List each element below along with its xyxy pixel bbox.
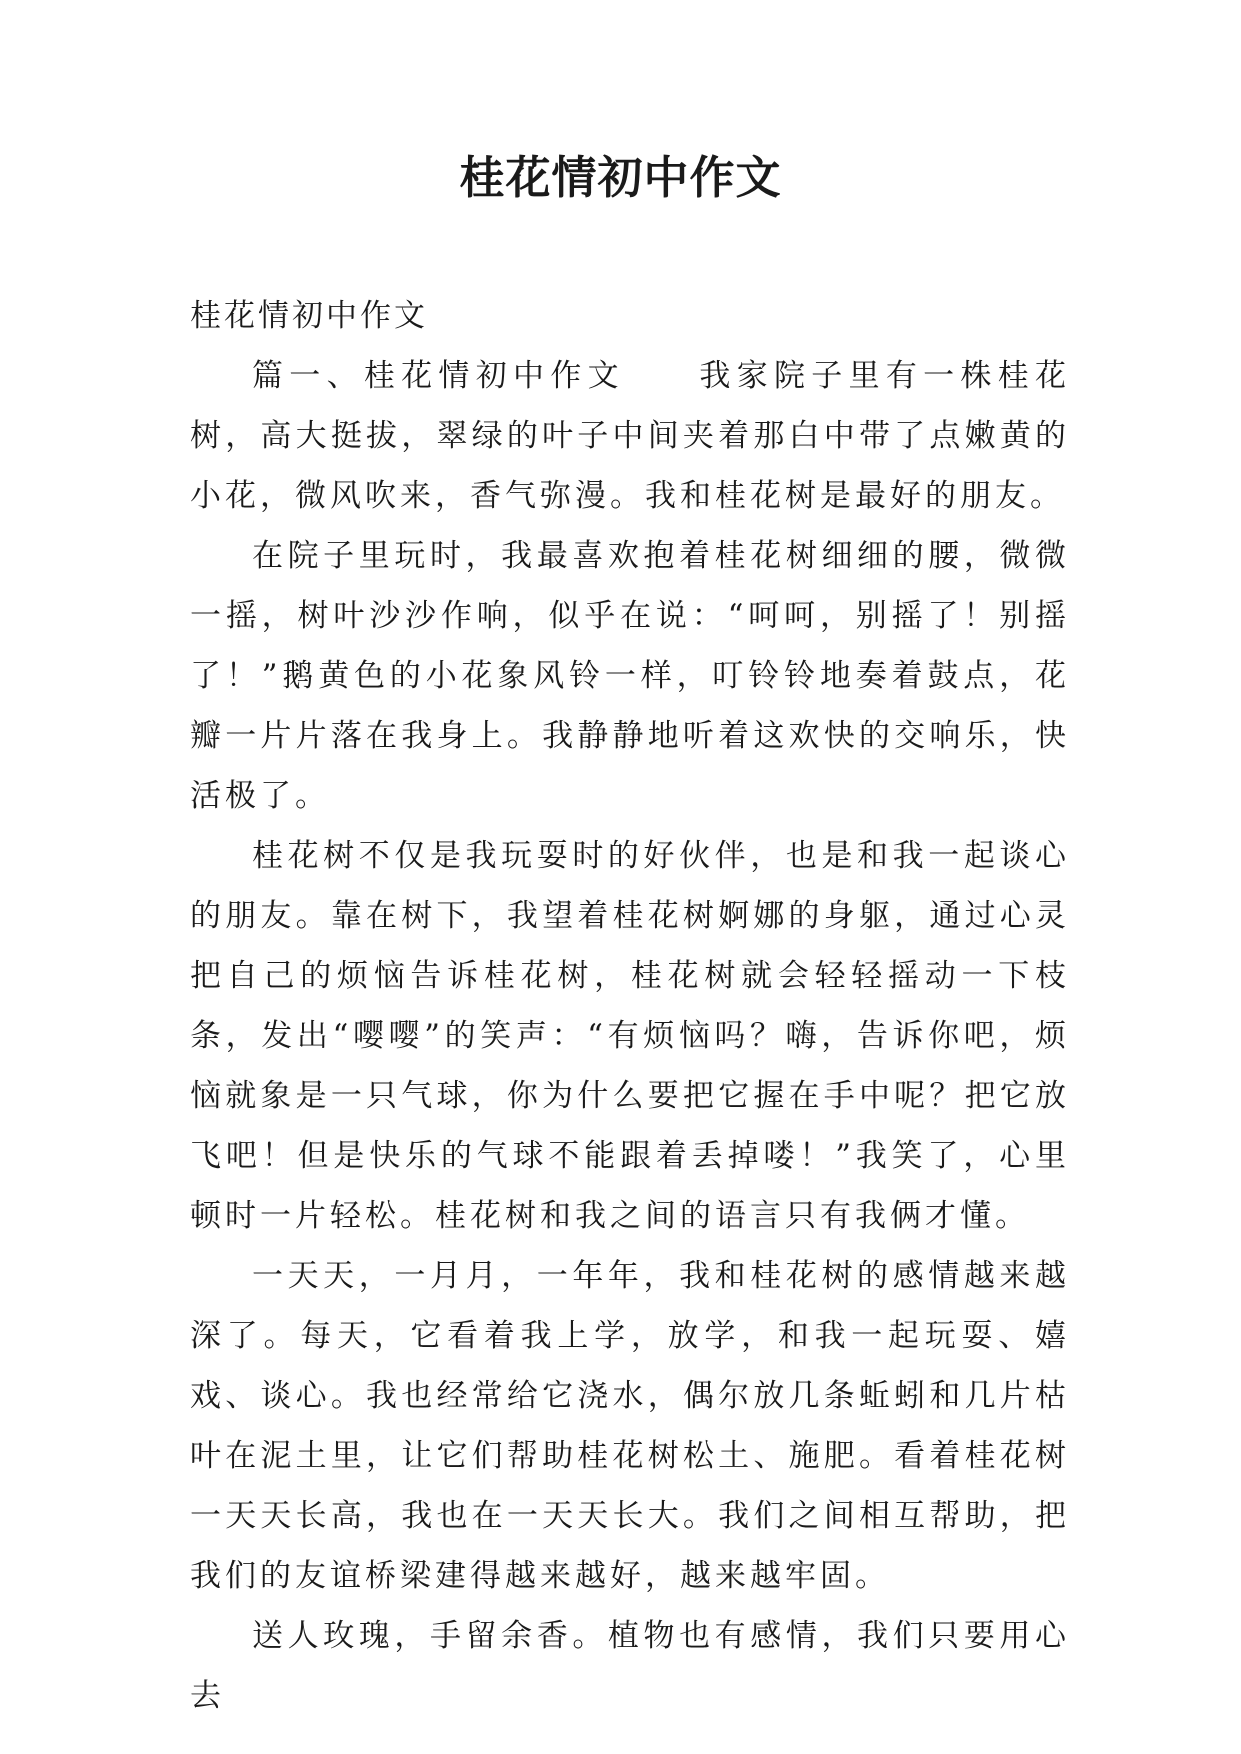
paragraph-4: 一天天，一月月，一年年，我和桂花树的感情越来越深了。每天，它看着我上学，放学，和我一起玩耍、嬉戏、谈心。我也经常给它浇水，偶尔放几条蚯蚓和几片枯叶在泥土里，让它们帮助桂花树松土、施肥。看着桂花树一天天长高，我也在一天天长大。我们之间相互帮助，把我们的友谊桥梁建得越来越好，越来越牢固。 — [190, 1258, 1070, 1594]
document-subtitle: 桂花情初中作文 — [190, 298, 428, 334]
paragraph-3: 桂花树不仅是我玩耍时的好伙伴，也是和我一起谈心的朋友。靠在树下，我望着桂花树婀娜的身躯，通过心灵把自己的烦恼告诉桂花树，桂花树就会轻轻摇动一下枝条，发出“嘤嘤”的笑声：“有烦恼吗？嗨，告诉你吧，烦恼就象是一只气球，你为什么要把它握在手中呢？把它放飞吧！但是快乐的气球不能跟着丢掉喽！”我笑了，心里顿时一片轻松。桂花树和我之间的语言只有我俩才懂。 — [190, 838, 1070, 1234]
document-title: 桂花情初中作文 — [459, 151, 782, 204]
paragraph-5: 送人玫瑰，手留余香。植物也有感情，我们只要用心去 — [190, 1618, 1070, 1714]
paragraph-2: 在院子里玩时，我最喜欢抱着桂花树细细的腰，微微一摇，树叶沙沙作响，似乎在说：“呵呵，别摇了！别摇了！”鹅黄色的小花象风铃一样，叮铃铃地奏着鼓点，花瓣一片片落在我身上。我静静地听着这欢快的交响乐，快活极了。 — [190, 538, 1070, 814]
document-body — [190, 286, 1070, 1726]
paragraph-1: 篇一、桂花情初中作文 我家院子里有一株桂花树，高大挺拔，翠绿的叶子中间夹着那白中带了点嫩黄的小花，微风吹来，香气弥漫。我和桂花树是最好的朋友。 — [190, 358, 1070, 514]
